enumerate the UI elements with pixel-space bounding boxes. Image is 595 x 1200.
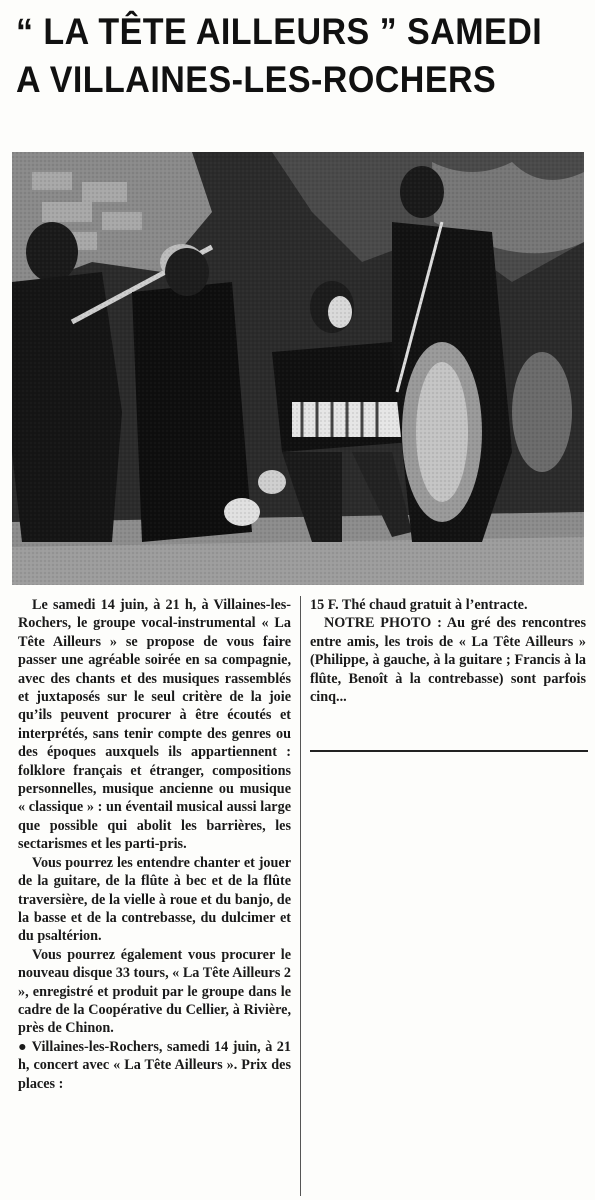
caption-text: Au gré des rencontres entre amis, les trois de « La Tête Ailleurs » (Philippe, à gauche, à la guitare ; Francis à la flûte, Benoît à la contrebasse) sont parfois cinq... [310, 615, 586, 706]
end-rule [310, 750, 588, 752]
article-column-left [18, 596, 291, 1093]
caption-label: NOTRE PHOTO : [324, 615, 442, 632]
photo-caption [310, 614, 586, 706]
event-info: ● Villaines-les-Rochers, samedi 14 juin, à 21 h, concert avec « La Tête Ailleurs ». Prix des places : [18, 1038, 291, 1092]
article-paragraph: Le samedi 14 juin, à 21 h, à Villaines-les-Rochers, le groupe vocal-instrumental « La Tête Ailleurs » se propose de vous faire passer une agréable soirée en sa compagnie, avec des chants et des musiques rassemblés et juxtaposés sur le seul critère de la joie qu’ils peuvent procurer à être écoutés et interprétés, sans tenir compte des genres ou des époques auxquels ils appartiennent : folklore français et étranger, compositions personnelles, musique ancienne ou musique « classique » : un éventail musical aussi large que possible qui abolit les barrières, les sectarismes et les parti-pris. [18, 597, 291, 853]
headline-line-2: A VILLAINES-LES-ROCHERS [16, 59, 497, 100]
column-divider [300, 596, 301, 1196]
article-paragraph: Vous pourrez également vous procurer le nouveau disque 33 tours, « La Tête Ailleurs 2 », enregistré et produit par le groupe dans le cadre de la Coopérative du Cellier, à Rivière, près de Chinon. [18, 946, 291, 1037]
headline-line-1: “ LA TÊTE AILLEURS ” SAMEDI [16, 11, 543, 52]
article-paragraph: Vous pourrez les entendre chanter et jouer de la guitare, de la flûte à bec et de la flûte traversière, de la vielle à roue et du banjo, de la basse et de la contrebasse, du dulcimer et du psaltérion. [18, 854, 291, 945]
headline [16, 8, 543, 104]
band-photo [12, 152, 584, 585]
article-column-right [310, 596, 586, 706]
event-info-continued: 15 F. Thé chaud gratuit à l’entracte. [310, 597, 528, 613]
